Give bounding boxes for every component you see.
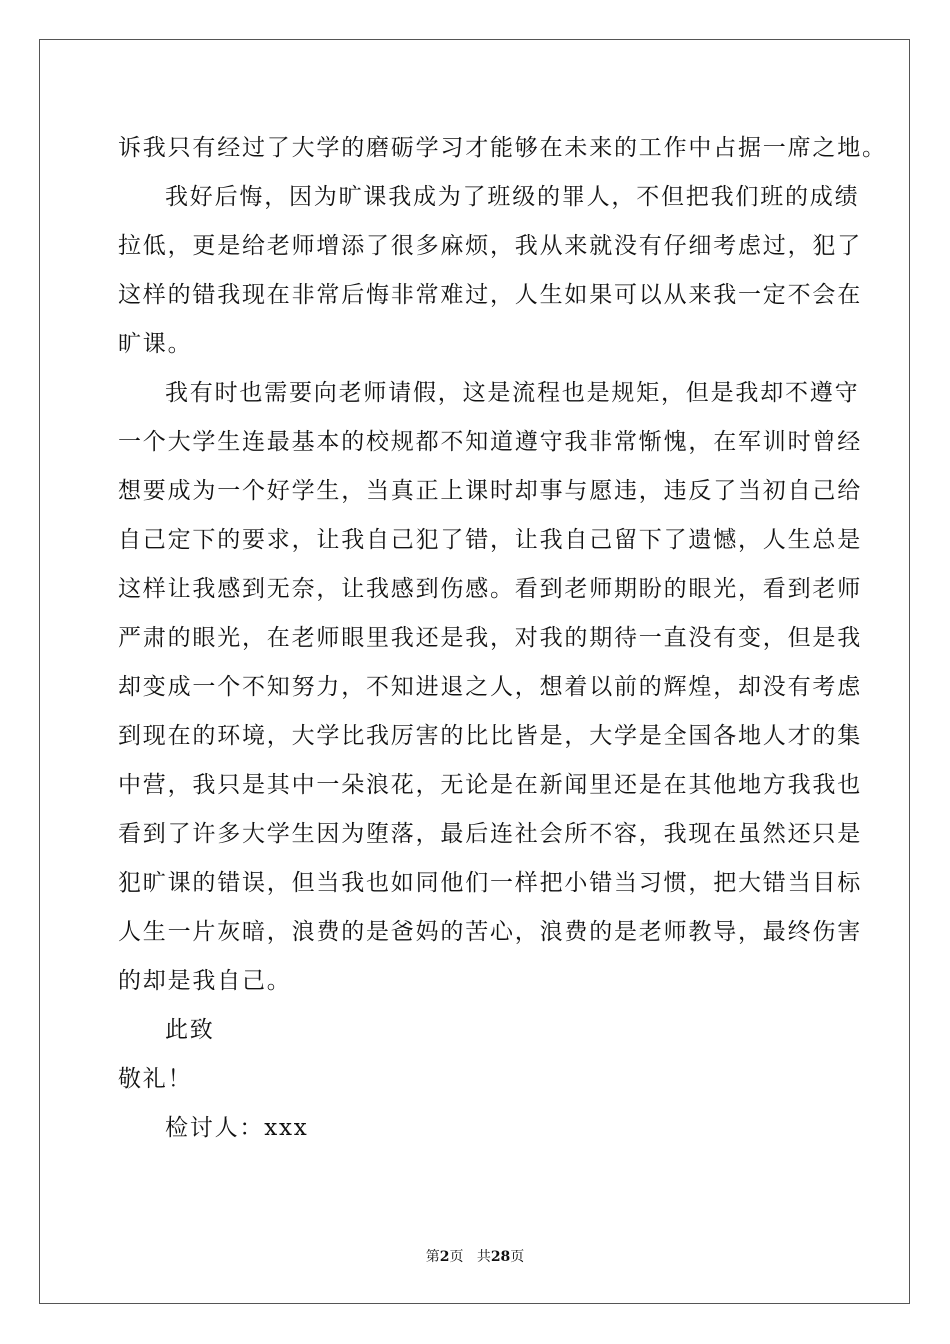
page-suffix: 页 <box>449 1249 464 1265</box>
salutation-regards: 敬礼！ <box>118 1066 193 1092</box>
body-line: 严肃的眼光，在老师眼里我还是我，对我的期待一直没有变，但是我 <box>118 625 862 651</box>
body-line: 这样的错我现在非常后悔非常难过，人生如果可以从来我一定不会在 <box>118 282 862 308</box>
body-line: 一个大学生连最基本的校规都不知道遵守我非常惭愧，在军训时曾经 <box>118 429 862 455</box>
body-line: 到现在的环境，大学比我厉害的比比皆是，大学是全国各地人才的集 <box>118 723 862 749</box>
body-line: 的却是我自己。 <box>118 968 292 994</box>
salutation-closing: 此致 <box>165 1017 215 1043</box>
body-line: 旷课。 <box>118 331 193 357</box>
body-line: 中营，我只是其中一朵浪花，无论是在新闻里还是在其他地方我我也 <box>118 772 862 798</box>
body-line: 我好后悔，因为旷课我成为了班级的罪人，不但把我们班的成绩 <box>165 184 860 210</box>
body-line: 想要成为一个好学生，当真正上课时却事与愿违，违反了当初自己给 <box>118 478 862 504</box>
page-footer <box>0 1246 950 1266</box>
document-body <box>118 124 887 1153</box>
body-line: 这样让我感到无奈，让我感到伤感。看到老师期盼的眼光，看到老师 <box>118 576 862 602</box>
body-line: 人生一片灰暗，浪费的是爸妈的苦心，浪费的是老师教导，最终伤害 <box>118 919 862 945</box>
body-line: 却变成一个不知努力，不知进退之人，想着以前的辉煌，却没有考虑 <box>118 674 862 700</box>
body-line: 犯旷课的错误，但当我也如同他们一样把小错当习惯，把大错当目标 <box>118 870 862 896</box>
page-number: 2 <box>439 1249 450 1265</box>
total-prefix: 共 <box>476 1249 491 1265</box>
total-pages: 28 <box>490 1249 511 1265</box>
body-line: 拉低，更是给老师增添了很多麻烦，我从来就没有仔细考虑过，犯了 <box>118 233 862 259</box>
body-line: 我有时也需要向老师请假，这是流程也是规矩，但是我却不遵守 <box>165 380 860 406</box>
signature-line: 检讨人：xxx <box>165 1115 309 1141</box>
page-prefix: 第 <box>425 1249 440 1265</box>
total-suffix: 页 <box>510 1249 525 1265</box>
body-line: 诉我只有经过了大学的磨砺学习才能够在未来的工作中占据一席之地。 <box>118 135 887 161</box>
body-line: 看到了许多大学生因为堕落，最后连社会所不容，我现在虽然还只是 <box>118 821 862 847</box>
body-line: 自己定下的要求，让我自己犯了错，让我自己留下了遗憾，人生总是 <box>118 527 862 553</box>
